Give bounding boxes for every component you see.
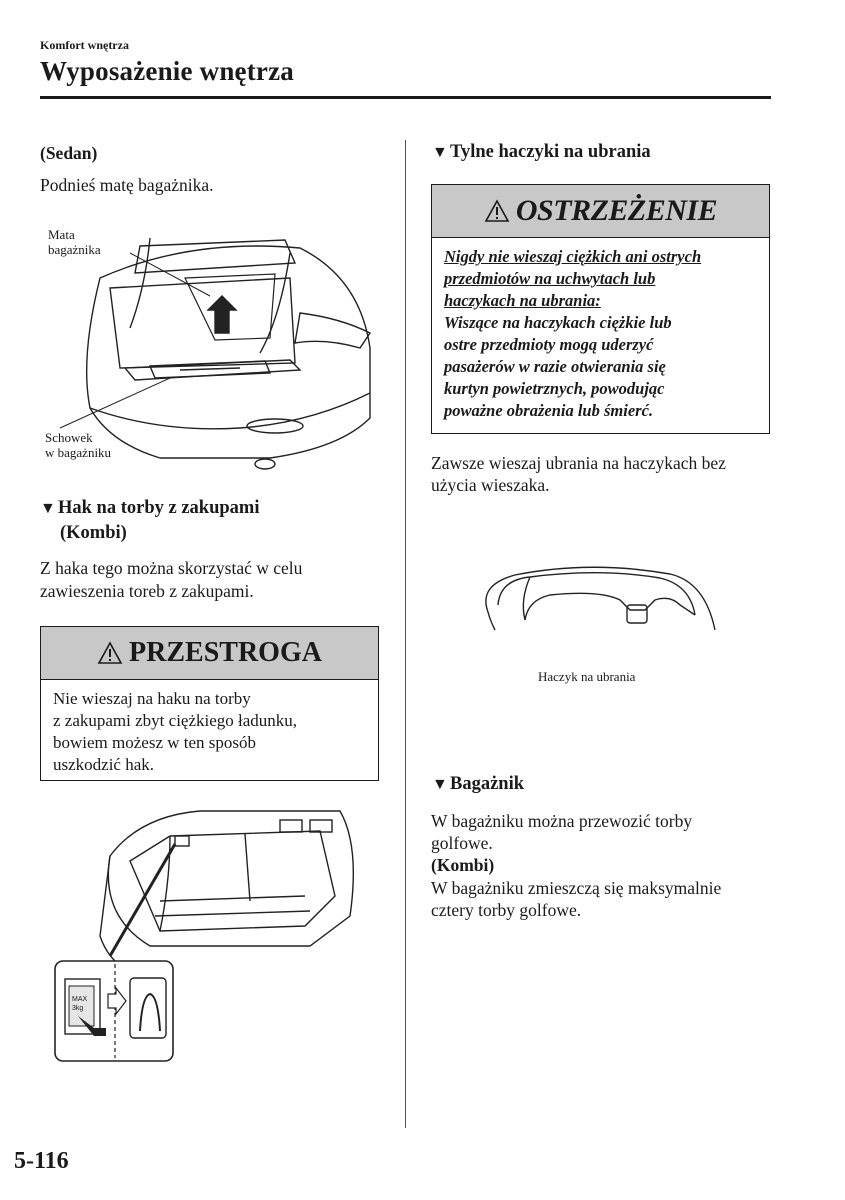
kombi-text-line1: W bagażniku zmieszczą się maksymalnie: [431, 878, 722, 898]
triangle-down-icon: ▼: [432, 144, 448, 161]
storage-label-line2: w bagażniku: [45, 445, 112, 460]
warning-underlined-line: Nigdy nie wieszaj ciężkich ani ostrych: [444, 247, 702, 266]
hooks-text-line2: użycia wieszaka.: [431, 475, 550, 495]
warning-line: kurtyn powietrznych, powodując: [444, 379, 665, 398]
caution-line: uszkodzić hak.: [53, 755, 155, 774]
clothes-hook-figure: [470, 560, 730, 690]
trunk-heading: [432, 772, 524, 797]
mat-label-line2: bagażnika: [48, 242, 101, 257]
kombi-label: (Kombi): [431, 855, 495, 875]
warning-triangle-icon: [97, 641, 123, 665]
hook-text-line2: zawieszenia toreb z zakupami.: [40, 581, 254, 601]
breadcrumb: Komfort wnętrza: [40, 38, 129, 52]
hook-heading-line1: Hak na torby z zakupami: [58, 498, 260, 518]
caution-box: [40, 626, 379, 781]
hooks-heading-text: Tylne haczyki na ubrania: [450, 142, 651, 162]
warning-line: ostre przedmioty mogą uderzyć: [444, 335, 654, 354]
caution-title: PRZESTROGA: [129, 637, 322, 668]
warning-body: [432, 238, 769, 430]
title-rule: [40, 96, 771, 99]
sedan-trunk-figure: [40, 218, 380, 478]
caution-line: bowiem możesz w ten sposób: [53, 733, 257, 752]
sedan-text: Podnieś matę bagażnika.: [40, 175, 214, 195]
caution-line: Nie wieszaj na haku na torby: [53, 689, 251, 708]
clothes-hook-illustration: [470, 560, 730, 650]
triangle-down-icon: ▼: [432, 776, 448, 793]
wagon-trunk-figure: [50, 806, 380, 1066]
hook-heading-line2: (Kombi): [60, 523, 127, 543]
wagon-trunk-illustration: [50, 806, 380, 1066]
warning-underlined-line: przedmiotów na uchwytach lub: [444, 269, 656, 288]
warning-box: [431, 184, 770, 434]
caution-body: [41, 680, 378, 784]
sedan-label: (Sedan): [40, 143, 98, 163]
warning-line: pasażerów w razie otwierania się: [444, 357, 666, 376]
hooks-heading: [432, 140, 651, 165]
warning-line: poważne obrażenia lub śmierć.: [444, 401, 654, 420]
trunk-text-line2: golfowe.: [431, 833, 493, 853]
caution-line: z zakupami zbyt ciężkiego ładunku,: [53, 711, 298, 730]
max-label: MAX: [72, 996, 88, 1003]
storage-label-line1: Schowek: [45, 430, 93, 445]
page-number: 5-116: [14, 1148, 69, 1174]
warning-triangle-icon: [484, 199, 510, 223]
kg-label: 3kg: [72, 1005, 84, 1012]
warning-header: [432, 185, 769, 238]
clothes-hook-caption: Haczyk na ubrania: [538, 669, 636, 684]
caution-header: [41, 627, 378, 680]
warning-underlined-line: haczykach na ubrania:: [444, 291, 601, 310]
warning-line: Wiszące na haczykach ciężkie lub: [444, 313, 672, 332]
trunk-heading-text: Bagażnik: [450, 774, 525, 794]
warning-title: OSTRZEŻENIE: [515, 194, 718, 227]
column-divider: [405, 140, 406, 1128]
hook-text-line1: Z haka tego można skorzystać w celu: [40, 558, 303, 578]
mat-label-line1: Mata: [48, 227, 75, 242]
kombi-text-line2: cztery torby golfowe.: [431, 900, 582, 920]
hook-heading: [40, 496, 259, 521]
trunk-text-line1: W bagażniku można przewozić torby: [431, 811, 693, 831]
triangle-down-icon: ▼: [40, 500, 56, 517]
hooks-text-line1: Zawsze wieszaj ubrania na haczykach bez: [431, 453, 726, 473]
page-title: Wyposażenie wnętrza: [40, 56, 294, 86]
